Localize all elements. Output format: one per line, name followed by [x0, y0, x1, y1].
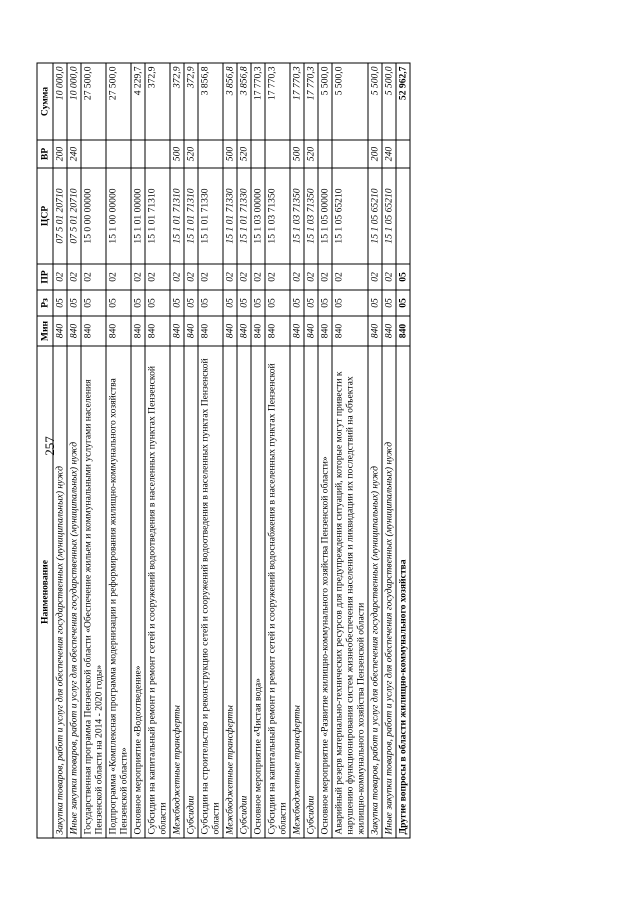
cell-csr: 15 1 05 65210 [382, 168, 396, 264]
cell-name: Субсидии [304, 346, 318, 838]
cell-sum: 3 856,8 [237, 63, 251, 140]
cell-min: 840 [67, 316, 81, 346]
cell-pr: 02 [223, 264, 237, 290]
cell-vr: 500 [290, 140, 304, 168]
cell-pr: 02 [67, 264, 81, 290]
cell-vr [265, 140, 290, 168]
cell-csr: 15 1 01 71330 [223, 168, 237, 264]
cell-csr: 07 5 01 20710 [53, 168, 67, 264]
cell-rz: 05 [67, 290, 81, 316]
cell-pr: 02 [53, 264, 67, 290]
header-sum: Сумма [37, 63, 53, 140]
cell-pr: 02 [368, 264, 382, 290]
rotated-table-container [37, 64, 599, 839]
cell-pr: 02 [131, 264, 145, 290]
cell-pr: 02 [304, 264, 318, 290]
cell-min: 840 [332, 316, 368, 346]
table-row [184, 63, 198, 838]
cell-csr: 15 1 01 71330 [198, 168, 223, 264]
cell-min: 840 [290, 316, 304, 346]
cell-sum: 5 500,0 [318, 63, 332, 140]
cell-rz: 05 [170, 290, 184, 316]
cell-csr: 15 1 01 71310 [184, 168, 198, 264]
cell-sum: 10 000,0 [67, 63, 81, 140]
cell-sum: 5 500,0 [382, 63, 396, 140]
cell-rz: 05 [290, 290, 304, 316]
budget-table [37, 63, 411, 839]
cell-csr: 15 1 01 71310 [145, 168, 170, 264]
cell-rz: 05 [382, 290, 396, 316]
table-row [332, 63, 368, 838]
cell-rz: 05 [184, 290, 198, 316]
cell-name: Межбюджетные трансферты [170, 346, 184, 838]
cell-min: 840 [265, 316, 290, 346]
cell-csr: 15 1 01 71330 [237, 168, 251, 264]
cell-pr: 02 [382, 264, 396, 290]
cell-csr: 15 1 03 00000 [251, 168, 265, 264]
cell-vr: 240 [382, 140, 396, 168]
header-vr: ВР [37, 140, 53, 168]
cell-rz: 05 [198, 290, 223, 316]
cell-min: 840 [368, 316, 382, 346]
cell-vr [332, 140, 368, 168]
cell-name: Субсидии [237, 346, 251, 838]
cell-sum: 5 500,0 [332, 63, 368, 140]
cell-rz: 05 [131, 290, 145, 316]
cell-min: 840 [145, 316, 170, 346]
cell-csr: 15 1 03 71350 [265, 168, 290, 264]
cell-pr: 02 [237, 264, 251, 290]
cell-name: Субсидии [184, 346, 198, 838]
cell-min: 840 [223, 316, 237, 346]
cell-min: 840 [198, 316, 223, 346]
header-name: Наименование [37, 346, 53, 838]
cell-name: Закупка товаров, работ и услуг для обеспечения государственных (муниципальных) нужд [368, 346, 382, 838]
cell-csr: 15 0 00 00000 [81, 168, 106, 264]
cell-pr: 02 [251, 264, 265, 290]
cell-vr [396, 140, 410, 168]
cell-csr: 15 1 03 71350 [290, 168, 304, 264]
cell-rz: 05 [368, 290, 382, 316]
cell-pr: 02 [318, 264, 332, 290]
cell-rz: 05 [251, 290, 265, 316]
cell-csr: 15 1 01 71310 [170, 168, 184, 264]
cell-sum: 10 000,0 [53, 63, 67, 140]
cell-min: 840 [304, 316, 318, 346]
cell-sum: 3 856,8 [223, 63, 237, 140]
table-row [382, 63, 396, 838]
cell-pr: 02 [106, 264, 131, 290]
table-row [318, 63, 332, 838]
cell-sum: 52 962,7 [396, 63, 410, 140]
cell-sum: 27 500,0 [106, 63, 131, 140]
cell-vr [198, 140, 223, 168]
cell-vr [81, 140, 106, 168]
cell-min: 840 [131, 316, 145, 346]
cell-name: Государственная программа Пензенской области «Обеспечение жильем и коммунальными услугами населения Пензенской области на 2014 - 2020 годы» [81, 346, 106, 838]
cell-min: 840 [81, 316, 106, 346]
cell-pr: 02 [184, 264, 198, 290]
table-row [81, 63, 106, 838]
cell-min: 840 [237, 316, 251, 346]
cell-rz: 05 [223, 290, 237, 316]
cell-csr: 07 5 01 20710 [67, 168, 81, 264]
cell-sum: 372,9 [184, 63, 198, 140]
cell-name: Закупка товаров, работ и услуг для обеспечения государственных (муниципальных) нужд [53, 346, 67, 838]
cell-rz: 05 [106, 290, 131, 316]
cell-csr: 15 1 01 00000 [131, 168, 145, 264]
table-row [251, 63, 265, 838]
cell-rz: 05 [396, 290, 410, 316]
cell-pr: 02 [81, 264, 106, 290]
page-number: 257 [42, 436, 57, 456]
table-row [368, 63, 382, 838]
header-rz: Рз [37, 290, 53, 316]
table-body [53, 63, 410, 838]
table-row [237, 63, 251, 838]
cell-rz: 05 [265, 290, 290, 316]
cell-sum: 3 856,8 [198, 63, 223, 140]
cell-name: Основное мероприятие «Развитие жилищно-коммунального хозяйства Пензенской области» [318, 346, 332, 838]
cell-vr: 240 [67, 140, 81, 168]
cell-csr [396, 168, 410, 264]
cell-vr [251, 140, 265, 168]
table-row [170, 63, 184, 838]
cell-min: 840 [382, 316, 396, 346]
cell-sum: 17 770,3 [265, 63, 290, 140]
cell-pr: 02 [198, 264, 223, 290]
table-row [290, 63, 304, 838]
cell-min: 840 [170, 316, 184, 346]
cell-sum: 372,9 [170, 63, 184, 140]
cell-name: Аварийный резерв материально-технических ресурсов для предупреждения ситуаций, которые могут привести к нарушению функционирования систем жизнеобеспечения населения и ликвидации их последствий на объектах жилищно-коммунального хозяйства Пензенской области [332, 346, 368, 838]
cell-vr [131, 140, 145, 168]
table-row [396, 63, 410, 838]
cell-rz: 05 [81, 290, 106, 316]
cell-min: 840 [318, 316, 332, 346]
table-row [145, 63, 170, 838]
cell-name: Субсидии на строительство и реконструкцию сетей и сооружений водоотведения в населенных пунктах Пензенской области [198, 346, 223, 838]
cell-sum: 27 500,0 [81, 63, 106, 140]
cell-name: Иные закупки товаров, работ и услуг для обеспечения государственных (муниципальных) нужд [67, 346, 81, 838]
cell-csr: 15 1 00 00000 [106, 168, 131, 264]
cell-name: Межбюджетные трансферты [223, 346, 237, 838]
cell-rz: 05 [237, 290, 251, 316]
cell-csr: 15 1 05 65210 [332, 168, 368, 264]
cell-min: 840 [184, 316, 198, 346]
table-row [198, 63, 223, 838]
cell-vr: 520 [237, 140, 251, 168]
cell-sum: 17 770,3 [251, 63, 265, 140]
cell-vr: 500 [223, 140, 237, 168]
cell-vr: 200 [368, 140, 382, 168]
cell-sum: 17 770,3 [290, 63, 304, 140]
cell-pr: 02 [332, 264, 368, 290]
table-row [304, 63, 318, 838]
cell-name: Субсидии на капитальный ремонт и ремонт сетей и сооружений водоотведения в населенных пунктах Пензенской области [145, 346, 170, 838]
cell-vr: 500 [170, 140, 184, 168]
cell-sum: 4 229,7 [131, 63, 145, 140]
cell-pr: 02 [265, 264, 290, 290]
cell-vr [145, 140, 170, 168]
cell-name: Основное мероприятие «Чистая вода» [251, 346, 265, 838]
cell-sum: 372,9 [145, 63, 170, 140]
cell-csr: 15 1 03 71350 [304, 168, 318, 264]
cell-vr: 520 [184, 140, 198, 168]
cell-vr [318, 140, 332, 168]
cell-name: Подпрограмма «Комплексная программа модернизации и реформирования жилищно-коммунального хозяйства Пензенской области» [106, 346, 131, 838]
table-header-row [37, 63, 53, 838]
table-row [67, 63, 81, 838]
cell-pr: 05 [396, 264, 410, 290]
cell-name: Другие вопросы в области жилищно-коммунального хозяйства [396, 346, 410, 838]
cell-sum: 5 500,0 [368, 63, 382, 140]
header-min: Мин [37, 316, 53, 346]
table-row [223, 63, 237, 838]
cell-name: Иные закупки товаров, работ и услуг для обеспечения государственных (муниципальных) нужд [382, 346, 396, 838]
cell-rz: 05 [318, 290, 332, 316]
header-pr: ПР [37, 264, 53, 290]
cell-rz: 05 [53, 290, 67, 316]
cell-name: Основное мероприятие «Водоотведение» [131, 346, 145, 838]
cell-pr: 02 [290, 264, 304, 290]
cell-vr [106, 140, 131, 168]
table-row [265, 63, 290, 838]
cell-pr: 02 [170, 264, 184, 290]
cell-sum: 17 770,3 [304, 63, 318, 140]
cell-rz: 05 [145, 290, 170, 316]
table-row [53, 63, 67, 838]
cell-min: 840 [53, 316, 67, 346]
cell-csr: 15 1 05 65210 [368, 168, 382, 264]
cell-min: 840 [251, 316, 265, 346]
cell-rz: 05 [304, 290, 318, 316]
header-csr: ЦСР [37, 168, 53, 264]
cell-name: Субсидии на капитальный ремонт и ремонт сетей и сооружений водоснабжения в населенных пунктах Пензенской области [265, 346, 290, 838]
cell-pr: 02 [145, 264, 170, 290]
cell-vr: 520 [304, 140, 318, 168]
cell-name: Межбюджетные трансферты [290, 346, 304, 838]
cell-csr: 15 1 05 00000 [318, 168, 332, 264]
cell-min: 840 [396, 316, 410, 346]
table-row [106, 63, 131, 838]
cell-rz: 05 [332, 290, 368, 316]
cell-vr: 200 [53, 140, 67, 168]
table-row [131, 63, 145, 838]
cell-min: 840 [106, 316, 131, 346]
